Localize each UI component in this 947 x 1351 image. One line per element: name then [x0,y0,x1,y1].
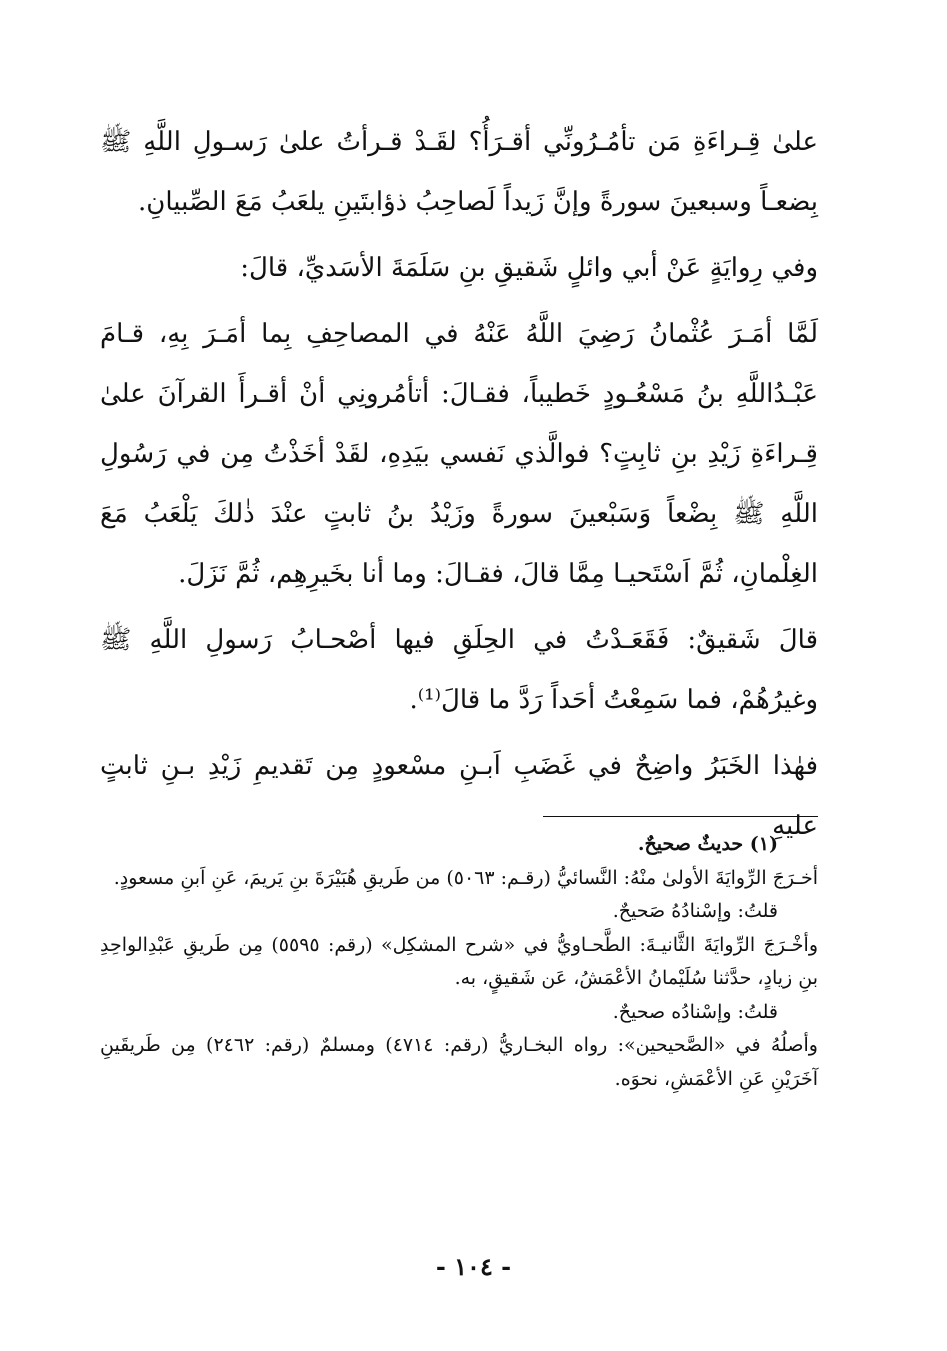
paragraph: وفي رِوايَةٍ عَنْ أبي وائلٍ شَقيقِ بنِ سَلَمَةَ الأسَديِّ، قالَ: [240,253,818,283]
footnote-line: وأصلُهُ في «الصَّحيحين»: رواه البخـاريُّ (رقم: ٤٧١٤) ومسلمٌ (رقم: ٢٤٦٢) مِن طَريقَينِ آخَرَيْنِ عَنِ الأعْمَشِ، نحوَه. [100,1034,818,1090]
footnote-line: أخـرَجَ الرِّوايَةَ الأولىٰ منْهُ: النَّسائيُّ (رقـم: ٥٠٦٣) من طَريقِ هُبَيْرَةَ بنِ يَريمَ، عَنِ اَبنِ مسعودٍ. [113,866,818,889]
footnote-title: (١) حديثٌ صحيحٌ. [637,833,778,855]
footnote-line: قلتُ: وإسْنادُه صحيحٌ. [612,1000,778,1023]
paragraph: علىٰ قِـراءَةِ مَن تأمُـرُونِّي أقـرَأُ؟ لقَـدْ قـرأتُ علىٰ رَسـولِ اللَّهِ ﷺ بِضعـاً وسبعينَ سورةً وإنَّ زَيداً لَصاحِبُ ذؤابتَينِ يلعَبُ مَعَ الصِّبيانِ. [100,127,818,217]
footnote-divider [543,816,818,817]
main-text [100,112,818,856]
footnote-line: قلتُ: وإسْنادُهُ صَحيحٌ. [612,900,778,922]
paragraph: قالَ شَقيقٌ: فَقَعَـدْتُ في الحِلَقِ فيها أصْحـابُ رَسولِ اللَّهِ ﷺ وغيرُهُمْ، فما سَمِعْتُ أحَداً رَدَّ ما قالَ⁽¹⁾. [100,625,818,715]
footnotes [100,828,818,1096]
paragraph: لَمَّا أمَـرَ عُثْمانُ رَضِيَ اللَّهُ عَنْهُ في المصاحِفِ بِما أمَـرَ بِهِ، قـامَ عَبْـدُاللَّهِ بنُ مَسْعُـودٍ خَطيباً، فقـالَ: أتأمُرونِي أنْ أقـرأَ القرآنَ علىٰ قِـراءَةِ زَيْدِ بنِ ثابِتٍ؟ فوالَّذي نَفسي بيَدِهِ، لقَدْ أخَذْتُ مِن في رَسُولِ اللَّهِ ﷺ بِضْعاً وَسَبْعينَ سورةً وزَيْدُ بنُ ثابتٍ عنْدَ ذٰلكَ يَلْعَبُ مَعَ الغِلْمانِ، ثُمَّ اَسْتَحيـا مِمَّا قالَ، فقـالَ: وما أنا بخَيرِهِم، ثُمَّ نَزَلَ. [100,319,818,589]
page-number: - ١٠٤ - [435,1252,512,1281]
footnote-line: وأخْـرَجَ الرِّوايَةَ الثَّانيـةَ: الطَّحـاويُّ في «شرح المشكِل» (رقم: ٥٥٩٥) مِن طَريقِ عَبْدِالواحِدِ بنِ زيادٍ، حدَّثنا سُلَيْمانُ الأعْمَشُ، عَن شَقيقٍ، به. [100,933,818,989]
paragraph: فهٰذا الخَبَرُ واضِحٌ في غَضَبِ اَبـنِ مسْعودٍ مِن تَقديمِ زَيْدِ بـنِ ثابتٍ عليهِ [100,751,818,841]
